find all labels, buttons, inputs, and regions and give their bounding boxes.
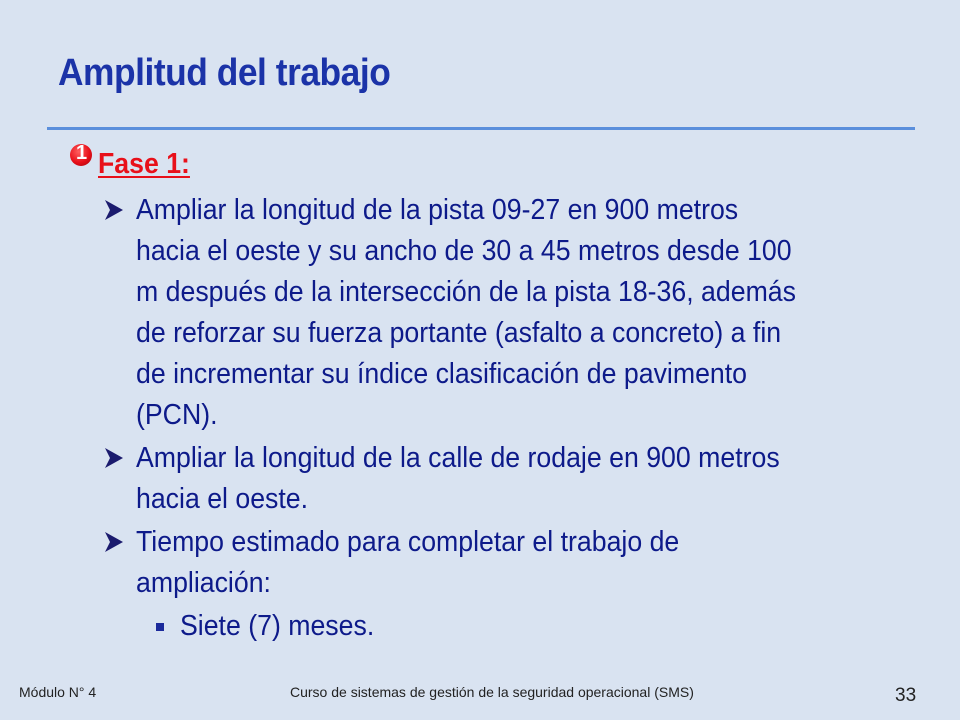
arrowhead-bullet-icon — [104, 522, 136, 553]
list-item-text — [136, 438, 843, 520]
phase-heading — [66, 136, 198, 192]
arrowhead-bullet-icon — [104, 438, 136, 469]
text-line: Tiempo estimado para completar el trabajo de — [136, 526, 680, 558]
footer-course: Curso de sistemas de gestión de la seguridad operacional (SMS) — [290, 684, 694, 700]
footer-module: Módulo N° 4 — [19, 684, 97, 700]
page-number: 33 — [895, 685, 917, 706]
title-divider — [47, 127, 915, 130]
text-line: de reforzar su fuerza portante (asfalto a concreto) a fin — [136, 317, 782, 349]
list-item-text — [136, 190, 843, 436]
text-line: hacia el oeste. — [136, 483, 309, 515]
arrowhead-bullet-icon — [104, 190, 136, 221]
text-line: hacia el oeste y su ancho de 30 a 45 metros desde 100 — [136, 235, 792, 267]
sub-list-item-text: Siete (7) meses. — [180, 610, 375, 642]
sub-list-item — [156, 606, 904, 647]
text-line: (PCN). — [136, 399, 218, 431]
phase-bullet-number: 1 — [76, 142, 88, 164]
text-line: Ampliar la longitud de la pista 09-27 en 900 metros — [136, 194, 739, 226]
list-item — [104, 190, 904, 436]
text-line: de incrementar su índice clasificación de pavimento — [136, 358, 748, 390]
list-item — [104, 522, 904, 604]
bullet-list — [104, 190, 904, 647]
text-line: Ampliar la longitud de la calle de rodaje en 900 metros — [136, 442, 780, 474]
phase-label: Fase 1: — [98, 148, 190, 180]
list-item-text — [136, 522, 843, 604]
text-line: m después de la intersección de la pista 18-36, además — [136, 276, 796, 308]
square-bullet-icon — [156, 606, 180, 647]
slide-title: Amplitud del trabajo — [58, 52, 391, 94]
text-line: ampliación: — [136, 567, 271, 599]
list-item — [104, 438, 904, 520]
